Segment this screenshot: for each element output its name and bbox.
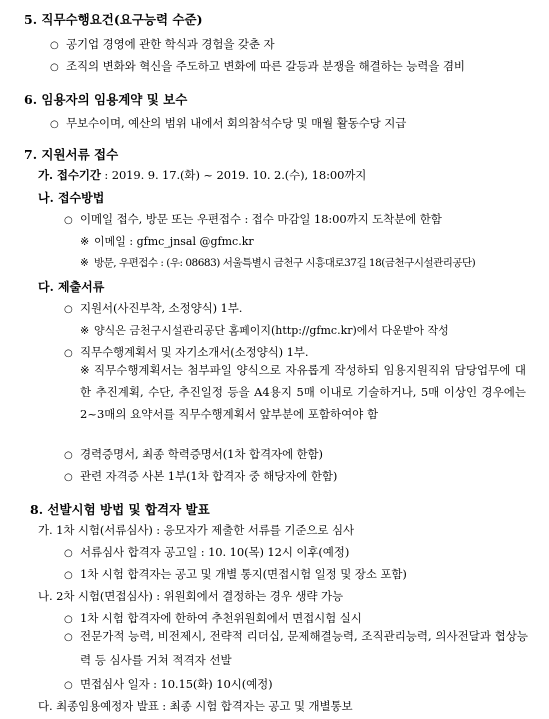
s7-da-item-3: ○ 경력증명서, 최종 학력증명서(1차 합격자에 한함) [64, 446, 323, 462]
s8-ga: 가. 1차 시험(서류심사) : 응모자가 제출한 서류를 기준으로 심사 [38, 523, 354, 537]
section-8-title: 8. 선발시험 방법 및 합격자 발표 [30, 502, 210, 517]
s7-na-ref-1: ※ 이메일 : gfmc_jnsal @gfmc.kr [80, 233, 254, 249]
s8-na-item-2-block [64, 625, 528, 671]
s7-da-ref-2-block [80, 359, 526, 425]
section-7-title: 7. 지원서류 접수 [24, 147, 119, 162]
s8-na-item-2: 전문가적 능력, 비전제시, 전략적 리더십, 문제해결능력, 조직관리능력, 의사전달과 협상능력 등 심사를 거쳐 적격자 선발 [80, 629, 528, 667]
s8-na: 나. 2차 시험(면접심사) : 위원회에서 결정하는 경우 생략 가능 [38, 589, 343, 603]
s8-da: 다. 최종임용예정자 발표 : 최종 시험 합격자는 공고 및 개별통보 [38, 699, 353, 713]
s8-na-item-1: ○ 1차 시험 합격자에 한하여 추천위원회에서 면접시험 실시 [64, 610, 362, 626]
s5-item-2: ○ 조직의 변화와 혁신을 주도하고 변화에 따른 갈등과 분쟁을 해결하는 능력을 겸비 [50, 58, 465, 74]
bullet-circle-icon: ○ [64, 632, 73, 643]
section-5-title: 5. 직무수행요건(요구능력 수준) [24, 12, 203, 27]
s7-na-label: 나. 접수방법 [38, 191, 105, 205]
s7-ga [38, 167, 366, 183]
s6-item-1: ○ 무보수이며, 예산의 범위 내에서 회의참석수당 및 매월 활동수당 지급 [50, 115, 406, 131]
s7-da-item-1: ○ 지원서(사진부착, 소정양식) 1부. [64, 300, 242, 316]
s7-na-ref-2: ※ 방문, 우편접수 : (우: 08683) 서울특별시 금천구 시흥대로37길 18(금천구시설관리공단) [80, 255, 475, 270]
s5-item-1: ○ 공기업 경영에 관한 학식과 경험을 갖춘 자 [50, 36, 275, 52]
s7-da-ref-1: ※ 양식은 금천구시설관리공단 홈페이지(http://gfmc.kr)에서 다운받아 작성 [80, 322, 449, 338]
s8-na-item-3: ○ 면접심사 일자 : 10.15(화) 10시(예정) [64, 676, 273, 692]
ref-mark-icon: ※ [80, 363, 90, 377]
s7-da-ref-2: 직무수행계획서는 첨부파일 양식으로 자유롭게 작성하되 임용지원직위 담당업무에 대한 추진계획, 수단, 추진일정 등을 A4용지 5매 이내로 기술하거나, 5매 이상인 경우에는 2~3매의 요약서를 직무수행계획서 앞부분에 포함하여야 함 [80, 363, 526, 421]
s7-da-item-2: ○ 직무수행계획서 및 자기소개서(소정양식) 1부. [64, 344, 308, 360]
s7-ga-text: : 2019. 9. 17.(화) ~ 2019. 10. 2.(수), 18:00까지 [104, 168, 367, 182]
s7-da-label: 다. 제출서류 [38, 280, 105, 294]
s8-ga-item-2: ○ 1차 시험 합격자는 공고 및 개별 통지(면접시험 일정 및 장소 포함) [64, 566, 407, 582]
section-6-title: 6. 임용자의 임용계약 및 보수 [24, 92, 188, 107]
s7-ga-label: 가. 접수기간 [38, 168, 101, 182]
s8-ga-item-1: ○ 서류심사 합격자 공고일 : 10. 10(목) 12시 이후(예정) [64, 544, 349, 560]
s7-da-item-4: ○ 관련 자격증 사본 1부(1차 합격자 중 해당자에 한함) [64, 468, 337, 484]
s7-na-item: ○ 이메일 접수, 방문 또는 우편접수 : 접수 마감일 18:00까지 도착분에 한함 [64, 211, 442, 227]
